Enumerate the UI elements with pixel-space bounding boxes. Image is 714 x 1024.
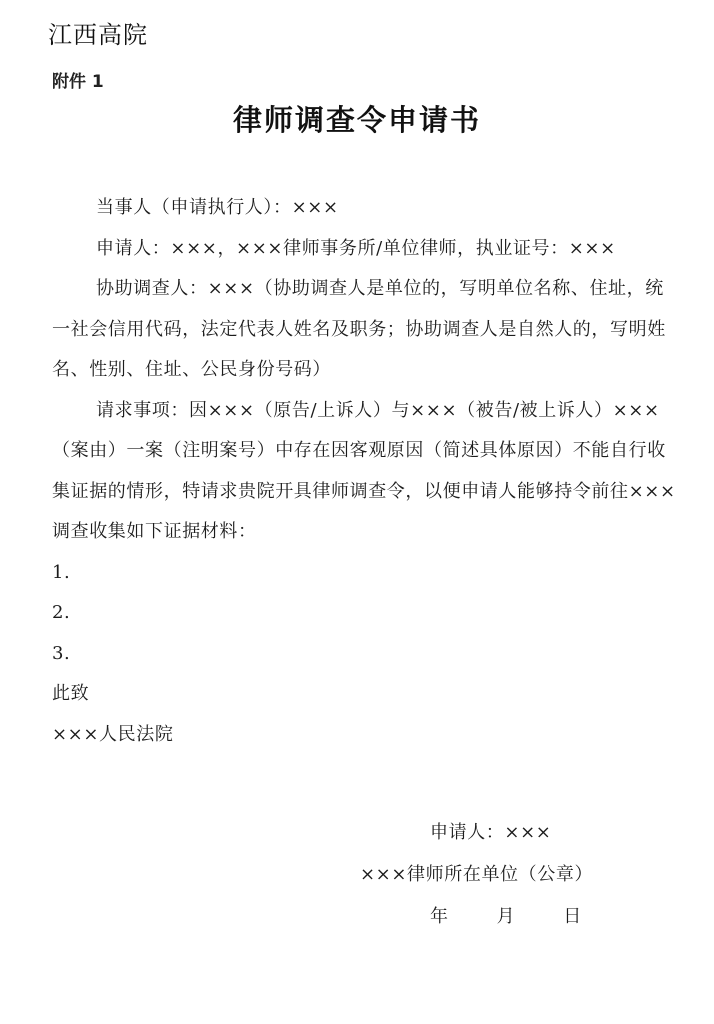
document-title: 律师调查令申请书 [232, 103, 481, 137]
date-day: 日 [563, 906, 582, 927]
source-label: 江西高院 [48, 21, 148, 49]
document-body [52, 188, 680, 755]
evidence-item-1: 1. [52, 561, 71, 583]
date-year: 年 [430, 906, 449, 927]
evidence-item-2: 2. [52, 602, 71, 623]
party-paragraph: 当事人（申请执行人）：××× [96, 197, 339, 218]
date-month: 月 [496, 906, 516, 927]
evidence-item-3: 3. [52, 642, 71, 664]
attachment-label: 附件 1 [52, 72, 104, 92]
salutation: 此致 [52, 683, 90, 704]
court-name: ×××人民法院 [52, 723, 174, 745]
applicant-paragraph: 申请人：×××，×××律师事务所/单位律师，执业证号：××× [96, 237, 616, 259]
signature-applicant: 申请人：××× [430, 822, 552, 843]
request-paragraph: 请求事项：因×××（原告/上诉人）与×××（被告/被上诉人）×××（案由）一案（注明案号）中存在因客观原因（简述具体原因）不能自行收集证据的情形，特请求贵院开具律师调查令，以便申请人能够持令前往×××调查收集如下证据材料： [52, 399, 676, 542]
signature-unit-seal: ×××律师所在单位（公章） [360, 864, 594, 885]
assist-investigator-paragraph: 协助调查人：×××（协助调查人是单位的，写明单位名称、住址，统一社会信用代码，法定代表人姓名及职务；协助调查人是自然人的，写明姓名、性别、住址、公民身份号码） [52, 278, 666, 380]
signature-date [430, 904, 582, 930]
